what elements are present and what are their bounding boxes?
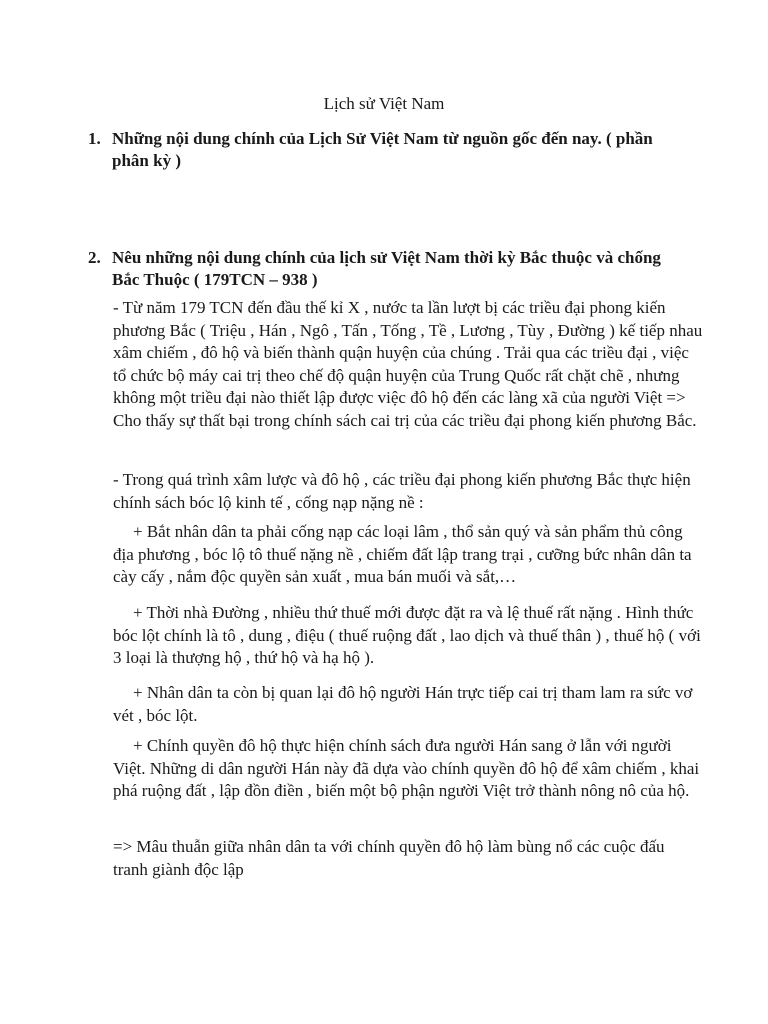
paragraph-officials-point: + Nhân dân ta còn bị quan lại đô hộ người Hán trực tiếp cai trị tham lam ra sức vơ vét , bóc lột. bbox=[113, 683, 693, 725]
document-title: Lịch sử Việt Nam bbox=[323, 94, 445, 113]
paragraph-tribute-point: + Bắt nhân dân ta phải cống nạp các loại lâm , thổ sản quý và sản phẩm thủ công địa phương , bóc lộ tô thuế nặng nề , chiếm đất lập trang trại , cưỡng bức nhân dân ta cày cấy , nắm độc quyền sản xuất , mua bán muối và sắt,… bbox=[113, 522, 692, 587]
question-1-text: Những nội dung chính của Lịch Sử Việt Nam từ nguồn gốc đến nay. ( phần phân kỳ ) bbox=[112, 129, 653, 170]
paragraph-overview: - Từ năm 179 TCN đến đầu thế kỉ X , nước ta lần lượt bị các triều đại phong kiến phương Bắc ( Triệu , Hán , Ngô , Tấn , Tống , Tề , Lương , Tùy , Đường ) kế tiếp nhau xâm chiếm , đô hộ và biến thành quận huyện của chúng . Trải qua các triều đại , việc tổ chức bộ máy cai trị theo chế độ quận huyện của Trung Quốc rất chặt chẽ , nhưng không một triều đại nào thiết lập được việc đô hộ đến các làng xã của người Việt => Cho thấy sự thất bại trong chính sách cai trị của các triều đại phong kiến phương Bắc. bbox=[113, 298, 703, 430]
question-1 bbox=[88, 128, 688, 172]
question-2-text: Nêu những nội dung chính của lịch sử Việt Nam thời kỳ Bắc thuộc và chống Bắc Thuộc ( 179TCN – 938 ) bbox=[112, 248, 661, 289]
paragraph-tang-taxes-point: + Thời nhà Đường , nhiều thứ thuế mới được đặt ra và lệ thuế rất nặng . Hình thức bóc lột chính là tô , dung , điệu ( thuế ruộng đất , lao dịch và thuế thân ) , thuế hộ ( với 3 loại là thượng hộ , thứ hộ và hạ hộ ). bbox=[113, 603, 701, 668]
paragraph-conclusion: => Mâu thuẫn giữa nhân dân ta với chính quyền đô hộ làm bùng nổ các cuộc đấu tranh giành độc lập bbox=[113, 837, 665, 879]
question-1-number: 1. bbox=[88, 129, 101, 148]
paragraph-settlers-point: + Chính quyền đô hộ thực hiện chính sách đưa người Hán sang ở lẫn với người Việt. Những di dân người Hán này đã dựa vào chính quyền đô hộ để xâm chiếm , khai phá ruộng đất , lập đồn điền , biến một bộ phận người Việt trở thành nông nô của hộ. bbox=[113, 736, 700, 801]
paragraph-exploitation-intro: - Trong quá trình xâm lược và đô hộ , các triều đại phong kiến phương Bắc thực hiện chính sách bóc lộ kinh tế , cống nạp nặng nề : bbox=[113, 470, 691, 512]
question-2-number: 2. bbox=[88, 248, 101, 267]
question-2 bbox=[88, 247, 688, 291]
